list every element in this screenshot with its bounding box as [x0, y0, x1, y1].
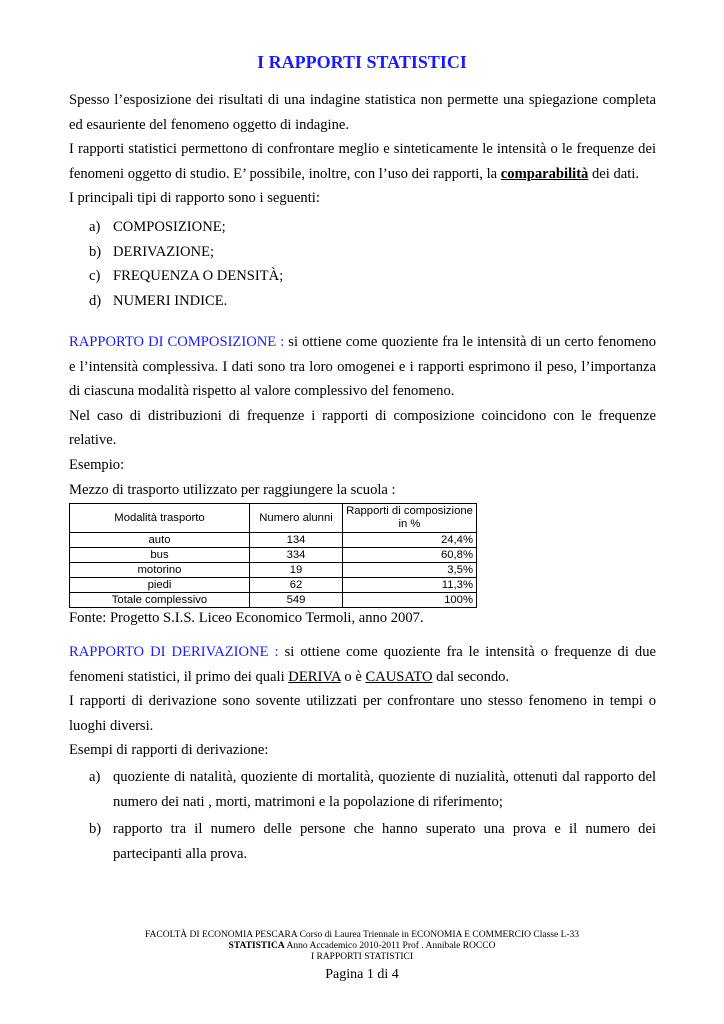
- table-cell: 3,5%: [343, 563, 477, 578]
- derivazione-section: [69, 640, 656, 763]
- composizione-section: [69, 330, 656, 502]
- table-row: [70, 548, 477, 563]
- page-number: Pagina 1 di 4: [325, 967, 399, 982]
- composition-table: [69, 503, 477, 608]
- footer-year: Anno Accademico 2010-2011 Prof . Annibale ROCCO: [284, 941, 496, 951]
- intro-line-4: [69, 162, 656, 187]
- page-title: I RAPPORTI STATISTICI: [257, 52, 467, 72]
- ratio-types-list: [89, 215, 283, 313]
- table-caption: Mezzo di trasporto utilizzato per raggiungere la scuola :: [69, 481, 396, 498]
- footer-line-2: [0, 941, 724, 952]
- list-item-text: FREQUENZA O DENSITÀ;: [113, 268, 284, 285]
- table-cell: 334: [250, 548, 343, 563]
- table-row: [70, 533, 477, 548]
- composizione-line-4: Nel caso di distribuzioni di frequenze i rapporti di composizione coincidono con le frequenze: [69, 407, 656, 424]
- example-line-1: rapporto tra il numero delle persone che hanno superato una prova e il numero dei: [113, 821, 656, 838]
- derivazione-line-1: [69, 640, 656, 665]
- comparabilita-emphasis: comparabilità: [500, 165, 589, 182]
- list-item-text: [113, 817, 656, 866]
- composizione-line-1: [69, 330, 656, 355]
- table-cell: piedi: [70, 578, 250, 593]
- table-header: Rapporti di composizione in %: [343, 504, 477, 533]
- list-item: [89, 264, 283, 289]
- causato-emphasis: CAUSATO: [365, 668, 433, 685]
- intro-line-3: I rapporti statistici permettono di confrontare meglio e sinteticamente le intensità o le frequenze dei: [69, 141, 656, 158]
- composizione-heading: RAPPORTO DI COMPOSIZIONE :: [69, 334, 285, 350]
- footer-course: STATISTICA: [228, 941, 285, 951]
- table-row: [70, 563, 477, 578]
- esempio-label: Esempio:: [69, 456, 125, 473]
- derivazione-heading: RAPPORTO DI DERIVAZIONE :: [69, 644, 279, 660]
- table-cell: bus: [70, 548, 250, 563]
- table-cell: motorino: [70, 563, 250, 578]
- footer-line-3: I RAPPORTI STATISTICI: [310, 952, 414, 962]
- list-marker: a): [89, 219, 101, 235]
- intro-line-5: I principali tipi di rapporto sono i seguenti:: [69, 190, 320, 207]
- list-item-text: [113, 765, 656, 814]
- list-item-text: DERIVAZIONE;: [113, 243, 215, 260]
- composizione-line-5: relative.: [69, 432, 117, 449]
- composizione-line-1-text: si ottiene come quoziente fra le intensità di un certo fenomeno: [284, 334, 656, 350]
- derivazione-line-1-text: si ottiene come quoziente fra le intensità o frequenze di due: [278, 644, 656, 660]
- example-line-2: numero dei nati , morti, matrimoni e la popolazione di riferimento;: [113, 793, 503, 810]
- intro-paragraph: [69, 88, 656, 211]
- list-item: [89, 289, 283, 314]
- derivazione-line-3: I rapporti di derivazione sono sovente utilizzati per confrontare uno stesso fenomeno in tempi o: [69, 693, 656, 710]
- intro-line-1: Spesso l’esposizione dei risultati di una indagine statistica non permette una spiegazione completa: [69, 92, 656, 108]
- table-row: [70, 578, 477, 593]
- list-item: [89, 215, 283, 240]
- intro-line-4-text: fenomeni oggetto di studio. E’ possibile, inoltre, con l’uso dei rapporti, la: [69, 165, 501, 182]
- intro-line-2: ed esauriente del fenomeno oggetto di indagine.: [69, 116, 350, 133]
- table-source: [69, 606, 656, 631]
- table-cell: 134: [250, 533, 343, 548]
- composizione-line-2: e l’intensità complessiva. I dati sono tra loro omogenei e i rapporti esprimono il peso, l’importanza: [69, 358, 656, 375]
- derivazione-line-2-end: dal secondo.: [432, 668, 510, 685]
- list-marker: b): [89, 821, 102, 838]
- list-item-text: NUMERI INDICE.: [113, 292, 228, 309]
- table-cell: 11,3%: [343, 578, 477, 593]
- derivazione-line-2-mid: o è: [340, 668, 366, 685]
- table-header-row: [70, 504, 477, 533]
- table-cell: 549: [250, 593, 343, 608]
- table-cell: 24,4%: [343, 533, 477, 548]
- table-cell: 60,8%: [343, 548, 477, 563]
- list-item: [89, 240, 283, 265]
- derivazione-line-2-text: fenomeni statistici, il primo dei quali: [69, 668, 289, 685]
- example-line-1: quoziente di natalità, quoziente di mortalità, quoziente di nuzialità, ottenuti dal rapporto del: [113, 769, 656, 785]
- list-item: [89, 817, 656, 866]
- list-marker: c): [89, 268, 101, 285]
- list-item: [89, 765, 656, 814]
- list-item-text: COMPOSIZIONE;: [113, 219, 226, 235]
- list-marker: d): [89, 292, 102, 309]
- fonte-text: Fonte: Progetto S.I.S. Liceo Economico Termoli, anno 2007.: [69, 610, 424, 626]
- intro-line-4-end: dei dati.: [588, 165, 640, 182]
- table-cell: Totale complessivo: [70, 593, 250, 608]
- derivazione-examples-list: [89, 765, 656, 869]
- derivazione-line-5: Esempi di rapporti di derivazione:: [69, 742, 269, 759]
- deriva-emphasis: DERIVA: [288, 668, 341, 685]
- composizione-line-3: di ciascuna modalità rispetto al valore complessivo del fenomeno.: [69, 383, 455, 400]
- list-marker: b): [89, 243, 102, 260]
- derivazione-line-4: luoghi diversi.: [69, 717, 154, 734]
- table-cell: 19: [250, 563, 343, 578]
- table-header: Modalità trasporto: [70, 504, 250, 533]
- example-line-2: partecipanti alla prova.: [113, 845, 248, 862]
- list-marker: a): [89, 769, 101, 785]
- table-cell: 62: [250, 578, 343, 593]
- footer-line-1: FACOLTÀ DI ECONOMIA PESCARA Corso di Laurea Triennale in ECONOMIA E COMMERCIO Classe L-33: [144, 930, 580, 940]
- table-header: Numero alunni: [250, 504, 343, 533]
- table-cell: 100%: [343, 593, 477, 608]
- derivazione-line-2: [69, 665, 656, 690]
- table-cell: auto: [70, 533, 250, 548]
